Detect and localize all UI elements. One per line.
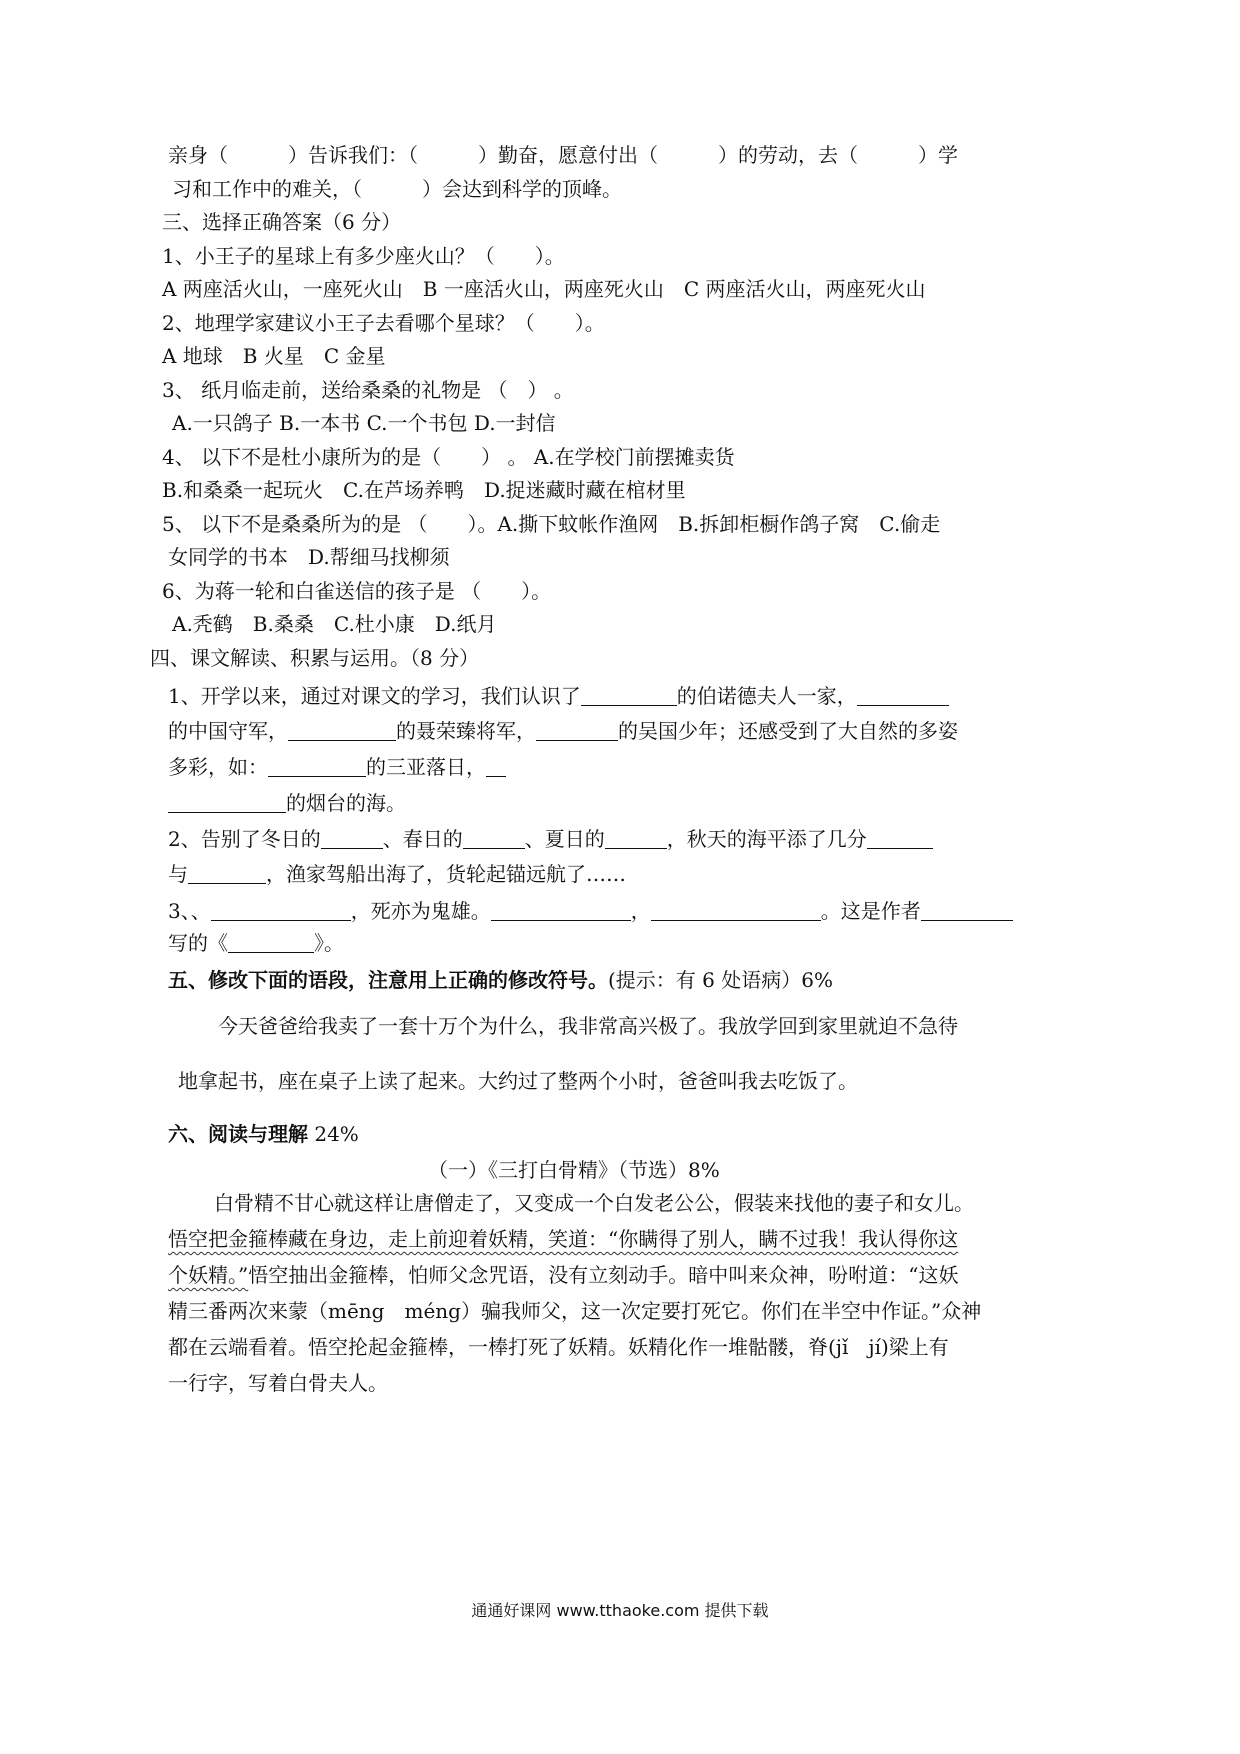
answer-blank[interactable] — [536, 720, 618, 741]
question-3: 3、 纸月临走前，送给桑桑的礼物是 （ ） 。 — [162, 378, 574, 402]
s4-line-4 — [168, 790, 406, 816]
answer-blank[interactable] — [486, 756, 506, 777]
s4-line-6 — [168, 861, 626, 887]
fill-line-1: 亲身（ ）告诉我们：（ ）勤奋，愿意付出（ ）的劳动，去（ ）学 — [168, 143, 958, 167]
answer-blank[interactable] — [581, 685, 677, 706]
wavy-underlined-text: 个妖精。” — [168, 1263, 249, 1287]
question-6: 6、为蒋一轮和白雀送信的孩子是 （ ）。 — [162, 579, 552, 603]
s4-text: 3、、 — [168, 899, 211, 923]
section-5-title-bold: 五、修改下面的语段，注意用上正确的修改符号。 — [168, 968, 608, 992]
s4-text: ，渔家驾船出海了，货轮起锚远航了…… — [266, 862, 626, 886]
fill-line-2: 习和工作中的难关，（ ）会达到科学的顶峰。 — [172, 177, 622, 201]
section-4-title: 四、课文解读、积累与运用。（8 分） — [150, 646, 480, 670]
reading-line-4: 精三番两次来蒙（mēng méng）骗我师父，这一次定要打死它。你们在半空中作证。”众神 — [168, 1299, 982, 1323]
answer-blank[interactable] — [211, 900, 351, 921]
s4-text: 》。 — [314, 931, 344, 955]
question-4-options: B.和桑桑一起玩火 C.在芦场养鸭 D.捉迷藏时藏在棺材里 — [162, 478, 686, 502]
s4-text: 的吴国少年；还感受到了大自然的多姿 — [618, 719, 958, 743]
question-6-options: A.秃鹤 B.桑桑 C.杜小康 D.纸月 — [172, 612, 497, 636]
question-5: 5、 以下不是桑桑所为的是 （ ）。A.撕下蚊帐作渔网 B.拆卸柜橱作鸽子窝 C.偷走 — [162, 512, 941, 536]
question-1: 1、小王子的星球上有多少座火山？（ ）。 — [162, 244, 565, 268]
question-4: 4、 以下不是杜小康所为的是（ ） 。 A.在学校门前摆摊卖货 — [162, 445, 735, 469]
s4-text: ， — [630, 899, 651, 923]
s4-text: 的聂荣臻将军， — [396, 719, 536, 743]
s4-text: 、夏日的 — [524, 827, 605, 851]
s4-line-2 — [168, 718, 958, 744]
question-2: 2、地理学家建议小王子去看哪个星球？（ ）。 — [162, 311, 605, 335]
answer-blank[interactable] — [268, 756, 366, 777]
s4-text: 的伯诺德夫人一家， — [676, 684, 857, 708]
answer-blank[interactable] — [921, 900, 1013, 921]
question-5-continued: 女同学的书本 D.帮细马找柳须 — [168, 545, 450, 569]
answer-blank[interactable] — [605, 828, 667, 849]
s4-text: 写的《 — [168, 931, 228, 955]
s4-text: ，死亦为鬼雄。 — [350, 899, 491, 923]
question-1-options: A 两座活火山，一座死火山 B 一座活火山，两座死火山 C 两座活火山，两座死火山 — [162, 277, 926, 301]
answer-blank[interactable] — [857, 685, 949, 706]
s4-line-8 — [168, 930, 344, 956]
answer-blank[interactable] — [491, 900, 631, 921]
s4-text: 。这是作者 — [820, 899, 921, 923]
reading-line-5: 都在云端看着。悟空抡起金箍棒，一棒打死了妖精。妖精化作一堆骷髅，脊(jǐ jí)梁上有 — [168, 1335, 949, 1359]
reading-line-6: 一行字，写着白骨夫人。 — [168, 1371, 388, 1395]
section-5-title — [168, 967, 833, 993]
answer-blank[interactable] — [188, 863, 266, 884]
answer-blank[interactable] — [867, 828, 933, 849]
s4-line-3 — [168, 754, 506, 780]
answer-blank[interactable] — [228, 932, 314, 953]
s4-text: 、春日的 — [382, 827, 463, 851]
reading-subtitle: （一）《三打白骨精》（节选）8% — [428, 1158, 720, 1182]
section-6-title-score: 24% — [308, 1122, 359, 1146]
answer-blank[interactable] — [168, 792, 286, 813]
reading-line-2 — [168, 1226, 958, 1252]
s4-text: 的三亚落日， — [366, 755, 486, 779]
page-footer: 通通好课网 www.tthaoke.com 提供下载 — [471, 1601, 769, 1620]
s4-text: 的烟台的海。 — [286, 791, 406, 815]
wavy-underlined-text: 悟空把金箍棒藏在身边，走上前迎着妖精，笑道：“你瞒得了别人，瞒不过我！我认得你这 — [168, 1227, 959, 1251]
answer-blank[interactable] — [321, 828, 383, 849]
reading-line-3 — [168, 1262, 958, 1288]
reading-line-1: 白骨精不甘心就这样让唐僧走了，又变成一个白发老公公，假装来找他的妻子和女儿。 — [214, 1191, 974, 1215]
s4-text: 多彩，如： — [168, 755, 268, 779]
answer-blank[interactable] — [288, 720, 396, 741]
answer-blank[interactable] — [651, 900, 821, 921]
s4-text: 1、开学以来，通过对课文的学习，我们认识了 — [168, 684, 581, 708]
question-2-options: A 地球 B 火星 C 金星 — [162, 344, 386, 368]
section-6-title-bold: 六、阅读与理解 — [168, 1122, 308, 1146]
section-5-title-note: (提示：有 6 处语病）6% — [608, 968, 833, 992]
section-3-title: 三、选择正确答案（6 分） — [162, 210, 402, 234]
s4-text: ，秋天的海平添了几分 — [666, 827, 867, 851]
s5-paragraph-1: 今天爸爸给我卖了一套十万个为什么，我非常高兴极了。我放学回到家里就迫不急待 — [218, 1014, 958, 1038]
section-6-title — [168, 1121, 359, 1147]
s4-text: 2、告别了冬日的 — [168, 827, 321, 851]
s5-paragraph-2: 地拿起书，座在桌子上读了起来。大约过了整两个小时，爸爸叫我去吃饭了。 — [178, 1069, 858, 1093]
question-3-options: A.一只鸽子 B.一本书 C.一个书包 D.一封信 — [172, 411, 556, 435]
s4-line-1 — [168, 683, 949, 709]
s4-line-5 — [168, 826, 933, 852]
reading-text: 悟空抽出金箍棒，怕师父念咒语，没有立刻动手。暗中叫来众神，吩咐道：“这妖 — [248, 1263, 959, 1287]
answer-blank[interactable] — [463, 828, 525, 849]
s4-line-7 — [168, 898, 1013, 924]
s4-text: 与 — [168, 862, 188, 886]
s4-text: 的中国守军， — [168, 719, 288, 743]
